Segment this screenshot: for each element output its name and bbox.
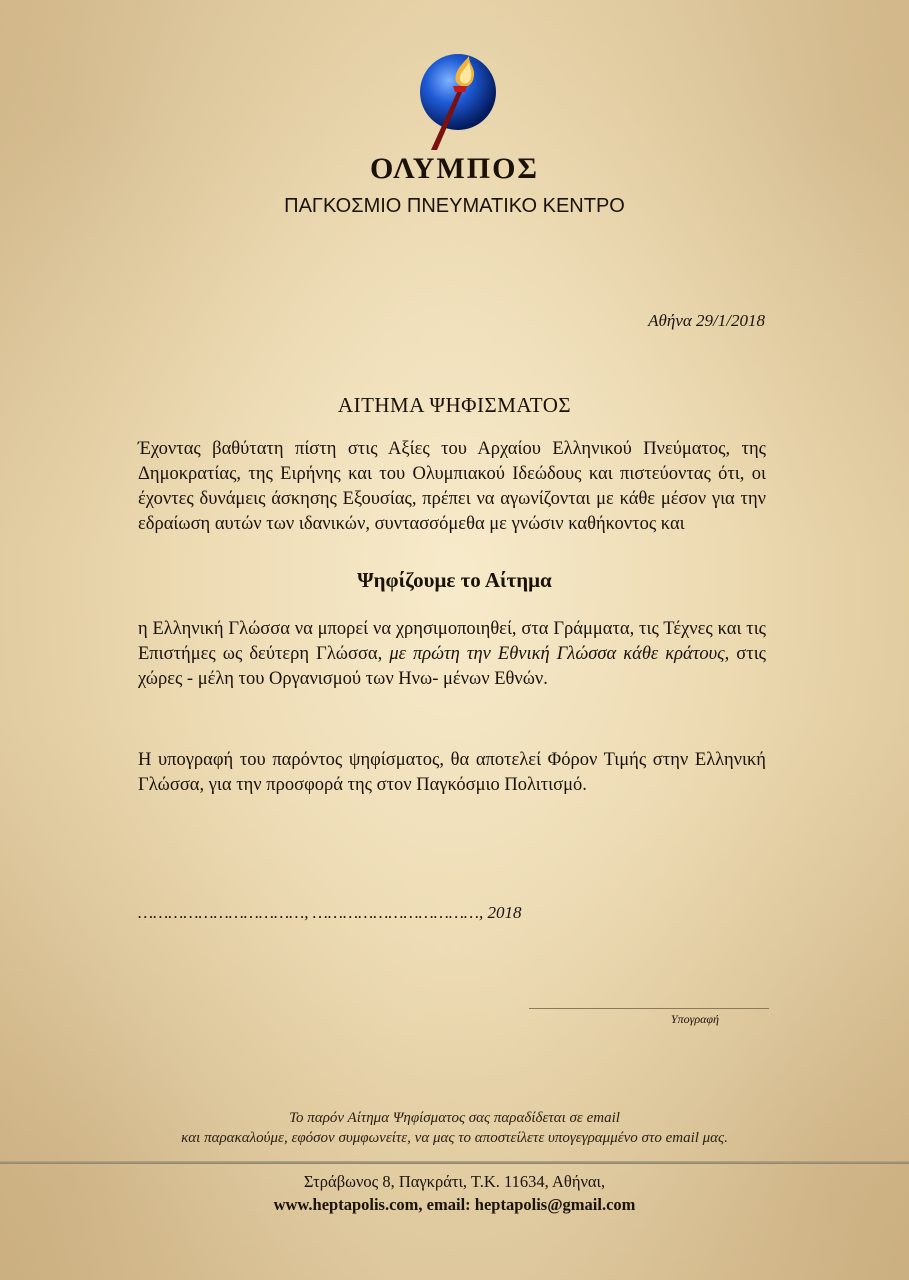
request-emphasis: με πρώτη την Εθνική Γλώσσα κάθε κράτους, [389,644,730,664]
email-note [0,1108,909,1148]
email-note-line-1: Το παρόν Αίτημα Ψηφίσματος σας παραδίδεται σε email [289,1110,620,1126]
email-note-line-2: και παρακαλούμε, εφόσον συμφωνείτε, να μας το αποστείλετε υπογεγραμμένο στο email μας. [181,1130,728,1146]
signature-label: Υπογραφή [670,1012,719,1026]
footer-address: Στράβωνος 8, Παγκράτι, Τ.Κ. 11634, Αθήναι, [303,1172,606,1191]
org-subtitle: ΠΑΓΚΟΣΜΙΟ ΠΝΕΥΜΑΤΙΚΟ ΚΕΝΤΡΟ [284,195,625,217]
paragraph-signature-meaning: Η υπογραφή του παρόντος ψηφίσματος, θα αποτελεί Φόρον Τιμής στην Ελληνική Γλώσσα, για την προσφορά της στον Παγκόσμιο Πολιτισμό. [138,750,766,795]
paragraph-intro: Έχοντας βαθύτατη πίστη στις Αξίες του Αρχαίου Ελληνικού Πνεύματος, της Δημοκρατίας, της Ειρήνης και του Ολυμπιακού Ιδεώδους και πιστεύοντας ότι, οι έχοντες δυνάμεις άσκησης Εξουσίας, πρέπει να αγωνίζονται με κάθε μέσον για την εδραίωση αυτών των ιδανικών, συντασσόμεθα με γνώσιν καθήκοντος και [138,439,766,534]
signature-line [529,1008,769,1009]
globe-torch-logo [413,52,503,152]
document-title: ΑΙΤΗΜΑ ΨΗΦΙΣΜΑΤΟΣ [337,393,572,417]
footer-divider [0,1161,909,1164]
request-text: η Ελληνική Γλώσσα να μπορεί να χρησιμοποιηθεί, στα Γράμματα, τις Τέχνες και τις Επιστήμες ως δεύτερη Γλώσσα, [138,619,766,664]
footer [0,1170,909,1216]
paragraph-request [138,617,766,692]
org-name: ΟΛΥΜΠΟΣ [369,152,540,185]
resolution-heading: Ψηφίζουμε το Αίτημα [357,568,552,592]
place-date-line: ……………………………, ……………………………, 2018 [138,903,522,922]
footer-contact: www.heptapolis.com, email: heptapolis@gmail.com [273,1195,636,1214]
document-date: Αθήνα 29/1/2018 [648,311,765,330]
request-text-end: στις χώρες - μέλη του Οργανισμού των Ηνω- μένων Εθνών. [138,644,767,689]
